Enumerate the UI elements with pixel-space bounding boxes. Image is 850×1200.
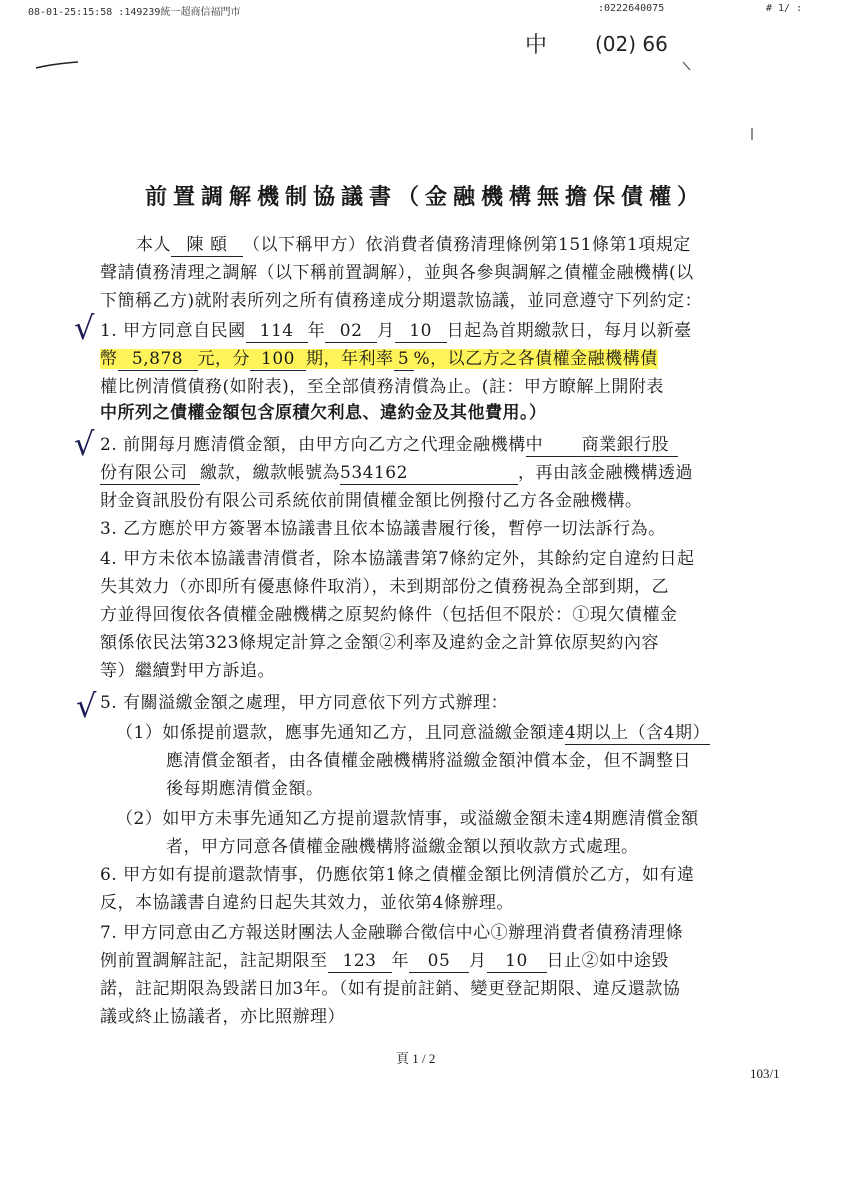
clause-7-line-4: 議或終止協議者，亦比照辦理） — [100, 1007, 345, 1027]
start-month: 02 — [325, 320, 377, 343]
fax-header-left: 08-01-25:15:58 :149239統一超商信福門市 — [28, 7, 241, 18]
intro-line-1: 本人 陳 頤 （以下稱甲方）依消費者債務清理條例第151條第1項規定 — [136, 235, 691, 255]
clause-4-line-1: 4. 甲方未依本協議書清償者，除本協議書第7條約定外，其餘約定自違約日起 — [100, 549, 695, 569]
clause-7-line-3: 諾，註記期限為毀諾日加3年。（如有提前註銷、變更登記期限、違反還款協 — [100, 979, 681, 999]
installment-periods: 100 — [250, 348, 306, 371]
intro-line-3: 下簡稱乙方)就附表所列之所有債務達成分期還款協議，並同意遵守下列約定： — [100, 291, 703, 311]
check-mark-clause-2: √ — [74, 425, 95, 463]
note-end-day: 10 — [487, 950, 547, 973]
check-mark-clause-5: √ — [76, 687, 97, 725]
fax-header-center: :0222640075 — [598, 3, 665, 14]
document-title: 前置調解機制協議書（金融機構無擔保債權） — [144, 184, 705, 210]
page-number: 頁 1 / 2 — [396, 1051, 436, 1066]
intro-line-2: 聲請債務清理之調解（以下稱前置調解），並與各參與調解之債權金融機構(以 — [100, 263, 694, 283]
clause-6-line-1: 6. 甲方如有提前還款情事，仍應依第1條之債權金額比例清償於乙方，如有違 — [100, 865, 695, 885]
clause-2-line-2: 份有限公司 繳款，繳款帳號為534162 ，再由該金融機構透過 — [100, 463, 693, 483]
start-day: 10 — [395, 320, 447, 343]
clause-4-line-5: 等）繼續對甲方訴追。 — [100, 661, 275, 681]
document-code: 103/1 — [750, 1066, 780, 1081]
clause-5-sub-1-line-3: 後每期應清償金額。 — [166, 779, 324, 799]
clause-6-line-2: 反，本協議書自違約日起失其效力，並依第4條辦理。 — [100, 893, 514, 913]
clause-4-line-4: 額係依民法第323條規定計算之金額②利率及違約金之計算依原契約內容 — [100, 633, 659, 653]
clause-5-sub-1-line-2: 應清償金額者，由各債權金融機構將溢繳金額沖償本金，但不調整日 — [166, 751, 691, 771]
applicant-name: 陳 頤 — [171, 234, 243, 257]
annual-rate: 5 — [394, 348, 414, 371]
handwriting-marks — [0, 0, 850, 160]
clause-4-line-2: 失其效力（亦即所有優惠條件取消），未到期部份之債務視為全部到期，乙 — [100, 577, 669, 597]
clause-5-sub-2-line-2: 者，甲方同意各債權金融機構將溢繳金額以預收款方式處理。 — [166, 837, 639, 857]
clause-5-line-1: 5. 有關溢繳金額之處理，甲方同意依下列方式辦理： — [100, 693, 509, 713]
account-number: 534162 — [340, 462, 518, 485]
clause-7-line-2: 例前置調解註記，註記期限至 123 年 05 月 10 日止②如中途毀 — [100, 951, 669, 971]
bank-name-line-2: 份有限公司 — [100, 462, 200, 485]
clause-1-line-4: 中所列之債權金額包含原積欠利息、違約金及其他費用。） — [100, 403, 547, 423]
handwritten-name: 中 — [525, 33, 548, 58]
note-end-month: 05 — [409, 950, 469, 973]
clause-1-line-1: 1. 甲方同意自民國 114 年 02 月 10 日起為首期繳款日，每月以新臺 — [100, 321, 692, 341]
clause-5-sub-1-line-1: （1）如係提前還款，應事先通知乙方，且同意溢繳金額達4期以上（含4期） — [116, 723, 710, 743]
start-year: 114 — [246, 320, 308, 343]
note-end-year: 123 — [328, 950, 392, 973]
clause-3: 3. 乙方應於甲方簽署本協議書且依本協議書履行後，暫停一切法訴行為。 — [100, 519, 666, 539]
clause-1-line-3: 權比例清償債務(如附表)，至全部債務清償為止。(註：甲方瞭解上開附表 — [100, 377, 664, 397]
handwritten-phone: (02) 66 — [595, 32, 668, 56]
check-mark-clause-1: √ — [74, 309, 95, 347]
clause-2-line-1: 2. 前開每月應清償金額，由甲方向乙方之代理金融機構中 商業銀行股 — [100, 432, 678, 458]
clause-2-line-3: 財金資訊股份有限公司系統依前開債權金額比例撥付乙方各金融機構。 — [100, 491, 643, 511]
clause-5-sub-2-line-1: （2）如甲方未事先通知乙方提前還款情事，或溢繳金額未達4期應清償金額 — [116, 809, 699, 829]
monthly-amount: 5,878 — [118, 348, 198, 371]
fax-header-right: # 1/ : — [766, 3, 803, 14]
clause-1-line-2: 幣 5,878 元，分 100 期，年利率 5 %，以乙方之各債權金融機構債 — [100, 349, 658, 369]
clause-4-line-3: 方並得回復依各債權金融機構之原契約條件（包括但不限於：①現欠債權金 — [100, 605, 678, 625]
bank-name-prefix: 中 — [526, 434, 582, 457]
bank-name-suffix: 商業銀行股 — [582, 434, 678, 457]
clause-7-line-1: 7. 甲方同意由乙方報送財團法人金融聯合徵信中心①辦理消費者債務清理條 — [100, 923, 684, 943]
